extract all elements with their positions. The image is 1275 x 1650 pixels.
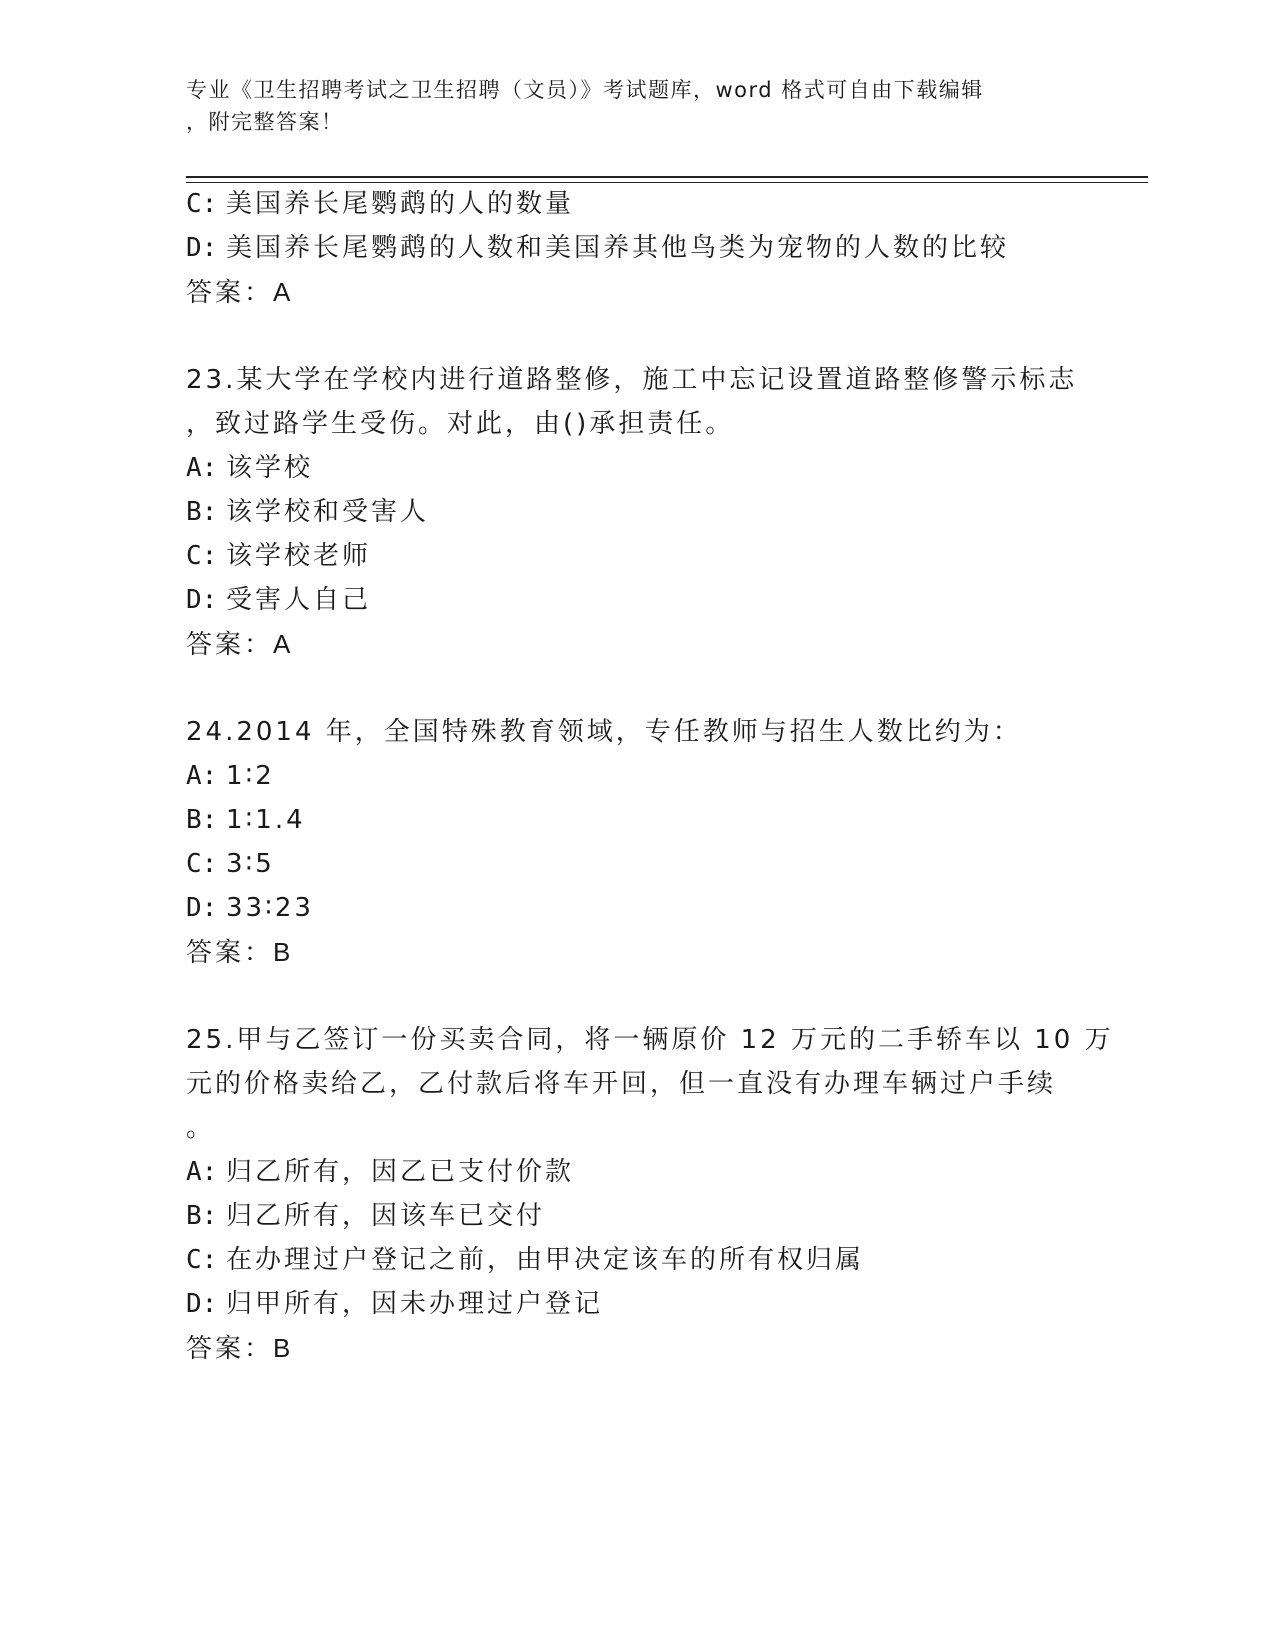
q25-option-d xyxy=(186,1288,603,1320)
q25-answer: 答案：B xyxy=(186,1333,294,1363)
q23-stem-line-2: ，致过路学生受伤。对此，由()承担责任。 xyxy=(186,409,735,439)
q25-stem-line-3: 。 xyxy=(186,1113,216,1143)
header-divider-thick xyxy=(186,176,1148,178)
option-text: 该学校老师 xyxy=(226,541,372,571)
q25-stem-line-2: 元的价格卖给乙，乙付款后将车开回，但一直没有办理车辆过户手续 xyxy=(186,1069,1057,1099)
option-text: 1∶2 xyxy=(226,761,275,791)
q24-answer: 答案：B xyxy=(186,937,294,967)
option-letter: A: xyxy=(186,453,218,483)
option-text: 在办理过户登记之前，由甲决定该车的所有权归属 xyxy=(226,1245,865,1275)
q23-answer: 答案：A xyxy=(186,629,294,659)
q23-option-d xyxy=(186,584,371,616)
q23-stem-line-1: 23.某大学在学校内进行道路整修，施工中忘记设置道路整修警示标志 xyxy=(186,365,1078,395)
option-letter: A: xyxy=(186,761,218,791)
option-letter: A: xyxy=(186,1157,218,1187)
option-letter: C: xyxy=(186,1245,218,1275)
q24-stem-line-1: 24.2014 年，全国特殊教育领域，专任教师与招生人数比约为： xyxy=(186,717,1022,747)
q25-stem-line-1: 25.甲与乙签订一份买卖合同，将一辆原价 12 万元的二手轿车以 10 万 xyxy=(186,1025,1114,1055)
option-text: 归乙所有，因该车已交付 xyxy=(226,1201,546,1231)
option-text: 美国养长尾鹦鹉的人的数量 xyxy=(226,189,575,219)
q25-option-c xyxy=(186,1244,864,1276)
q23-option-a xyxy=(186,452,313,484)
document-header xyxy=(186,74,1076,138)
option-letter: C: xyxy=(186,849,218,879)
q25-option-b xyxy=(186,1200,545,1232)
option-letter: C: xyxy=(186,541,218,571)
q24-option-d xyxy=(186,892,314,924)
option-text: 该学校 xyxy=(226,453,314,483)
option-text: 受害人自己 xyxy=(226,585,372,615)
q22-option-d xyxy=(186,232,1009,264)
header-divider-thin xyxy=(186,182,1148,183)
q22-option-c xyxy=(186,188,574,220)
option-letter: B: xyxy=(186,805,218,835)
q23-option-c xyxy=(186,540,371,572)
option-text: 该学校和受害人 xyxy=(226,497,430,527)
q24-option-c xyxy=(186,848,275,880)
option-letter: B: xyxy=(186,1201,218,1231)
option-letter: C: xyxy=(186,189,218,219)
q24-option-a xyxy=(186,760,275,792)
header-line-2: ，附完整答案！ xyxy=(186,110,344,134)
option-letter: D: xyxy=(186,893,218,923)
option-text: 美国养长尾鹦鹉的人数和美国养其他鸟类为宠物的人数的比较 xyxy=(226,233,1010,263)
option-text: 1∶1.4 xyxy=(226,805,306,835)
option-letter: D: xyxy=(186,233,218,263)
option-text: 归乙所有，因乙已支付价款 xyxy=(226,1157,575,1187)
q24-option-b xyxy=(186,804,306,836)
q25-option-a xyxy=(186,1156,574,1188)
option-letter: B: xyxy=(186,497,218,527)
option-letter: D: xyxy=(186,1289,218,1319)
option-text: 3∶5 xyxy=(226,849,275,879)
option-text: 归甲所有，因未办理过户登记 xyxy=(226,1289,604,1319)
option-letter: D: xyxy=(186,585,218,615)
q23-option-b xyxy=(186,496,429,528)
q22-answer: 答案：A xyxy=(186,277,294,307)
option-text: 33∶23 xyxy=(226,893,314,923)
header-line-1: 专业《卫生招聘考试之卫生招聘（文员）》考试题库，word 格式可自由下载编辑 xyxy=(186,78,984,102)
